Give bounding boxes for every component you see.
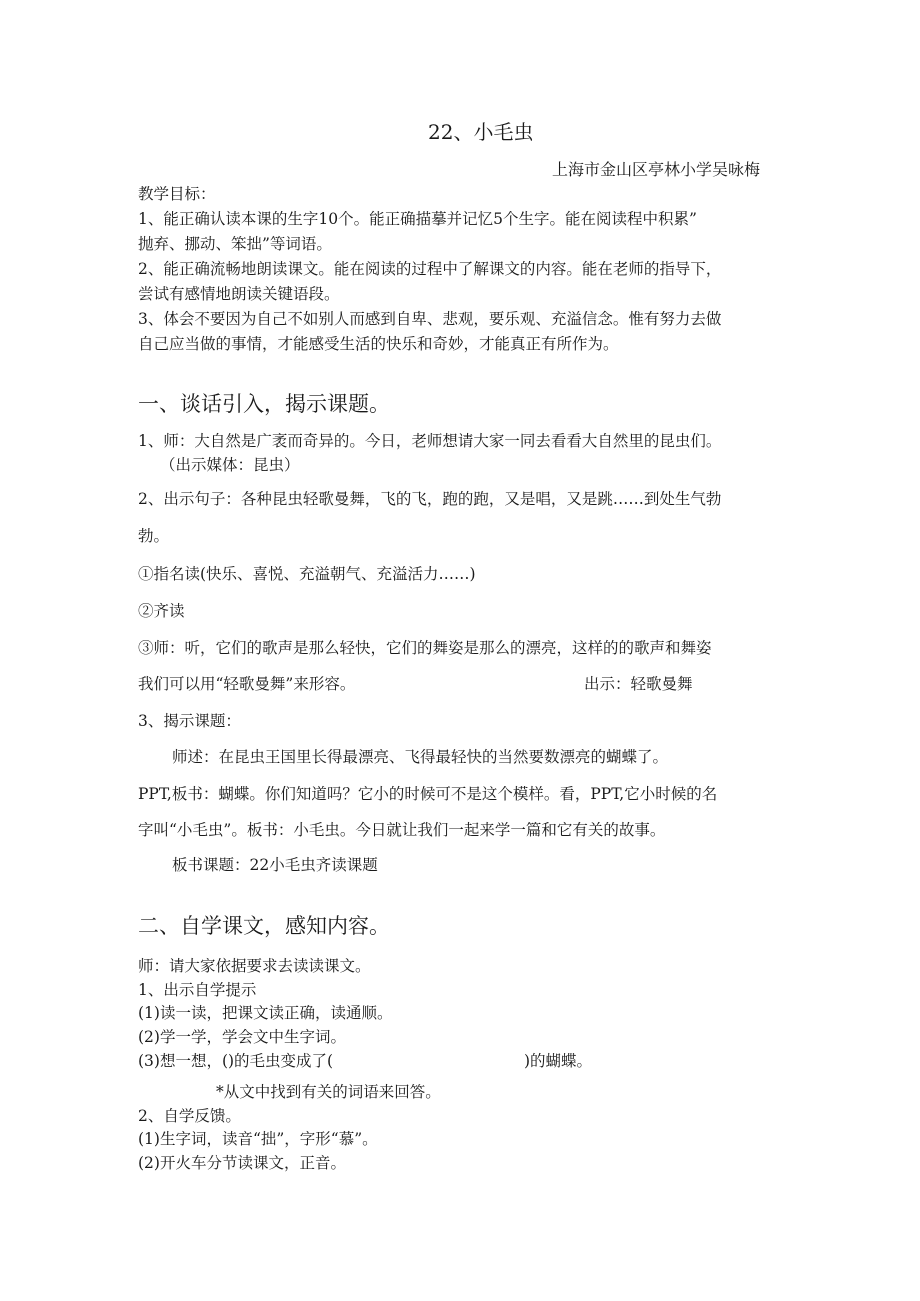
objective-line: 自己应当做的事情，才能感受生活的快乐和奇妙，才能真正有所作为。 — [138, 335, 619, 353]
page-title: 22、小毛虫 — [428, 120, 534, 144]
paragraph-line: 字叫“小毛虫”。板书：小毛虫。今日就让我们一起来学一篇和它有关的故事。 — [138, 821, 666, 839]
paragraph-line: ①指名读(快乐、喜悦、充溢朝气、充溢活力……) — [138, 565, 476, 583]
paragraph-line: 3、揭示课题： — [138, 712, 241, 730]
section-heading: 二、自学课文，感知内容。 — [138, 914, 390, 938]
paragraph-line: 1、师：大自然是广袤而奇异的。今日，老师想请大家一同去看看大自然里的昆虫们。 — [138, 432, 722, 450]
paragraph-line: (1)生字词，读音“拙”，字形“慕”。 — [138, 1130, 378, 1148]
paragraph-line: 1、出示自学提示 — [138, 981, 257, 999]
objective-line: 抛弃、挪动、笨拙”等词语。 — [138, 235, 332, 253]
paragraph-line: (2)学一学，学会文中生字词。 — [138, 1028, 346, 1046]
paragraph-line: *从文中找到有关的词语来回答。 — [216, 1083, 441, 1101]
objectives-heading: 教学目标： — [138, 185, 216, 203]
paragraph-line: ②齐读 — [138, 602, 185, 620]
objective-line: 3、体会不要因为自己不如别人而感到自卑、悲观，要乐观、充溢信念。惟有努力去做 — [138, 310, 722, 328]
section-heading: 一、谈话引入，揭示课题。 — [138, 392, 390, 416]
paragraph-line: (2)开火车分节读课文，正音。 — [138, 1154, 346, 1172]
paragraph-line: 师：请大家依据要求去读读课文。 — [138, 957, 371, 975]
objective-line: 尝试有感情地朗读关键语段。 — [138, 285, 340, 303]
fill-blank-line: (3)想一想，()的毛虫变成了( — [138, 1052, 334, 1070]
fill-blank-line-end: )的蝴蝶。 — [524, 1052, 593, 1070]
objective-line: 2、能正确流畅地朗读课文。能在阅读的过程中了解课文的内容。能在老师的指导下， — [138, 260, 722, 278]
paragraph-line: ③师：听，它们的歌声是那么轻快，它们的舞姿是那么的漂亮，这样的的歌声和舞姿 — [138, 639, 712, 657]
objective-line: 1、能正确认读本课的生字10个。能正确描摹并记忆5个生字。能在阅读程中积累” — [138, 210, 697, 228]
display-note: 出示：轻歌曼舞 — [584, 675, 693, 693]
author-line: 上海市金山区亭林小学吴咏梅 — [552, 160, 761, 179]
paragraph-line: (1)读一读，把课文读正确，读通顺。 — [138, 1004, 393, 1022]
paragraph-line: 我们可以用“轻歌曼舞”来形容。 — [138, 675, 356, 693]
paragraph-line: 2、自学反馈。 — [138, 1107, 241, 1125]
paragraph-line: 勃。 — [138, 527, 170, 545]
paragraph-line: 2、出示句子：各种昆虫轻歌曼舞，飞的飞，跑的跑，又是唱，又是跳……到处生气勃 — [138, 490, 722, 508]
paragraph-line: （出示媒体：昆虫） — [160, 456, 300, 474]
paragraph-line: 板书课题：22小毛虫齐读课题 — [172, 856, 378, 874]
paragraph-line: 师述：在昆虫王国里长得最漂亮、飞得最轻快的当然要数漂亮的蝴蝶了。 — [172, 748, 669, 766]
paragraph-line: PPT,板书：蝴蝶。你们知道吗？它小的时候可不是这个模样。看，PPT,它小时候的名 — [138, 785, 718, 803]
